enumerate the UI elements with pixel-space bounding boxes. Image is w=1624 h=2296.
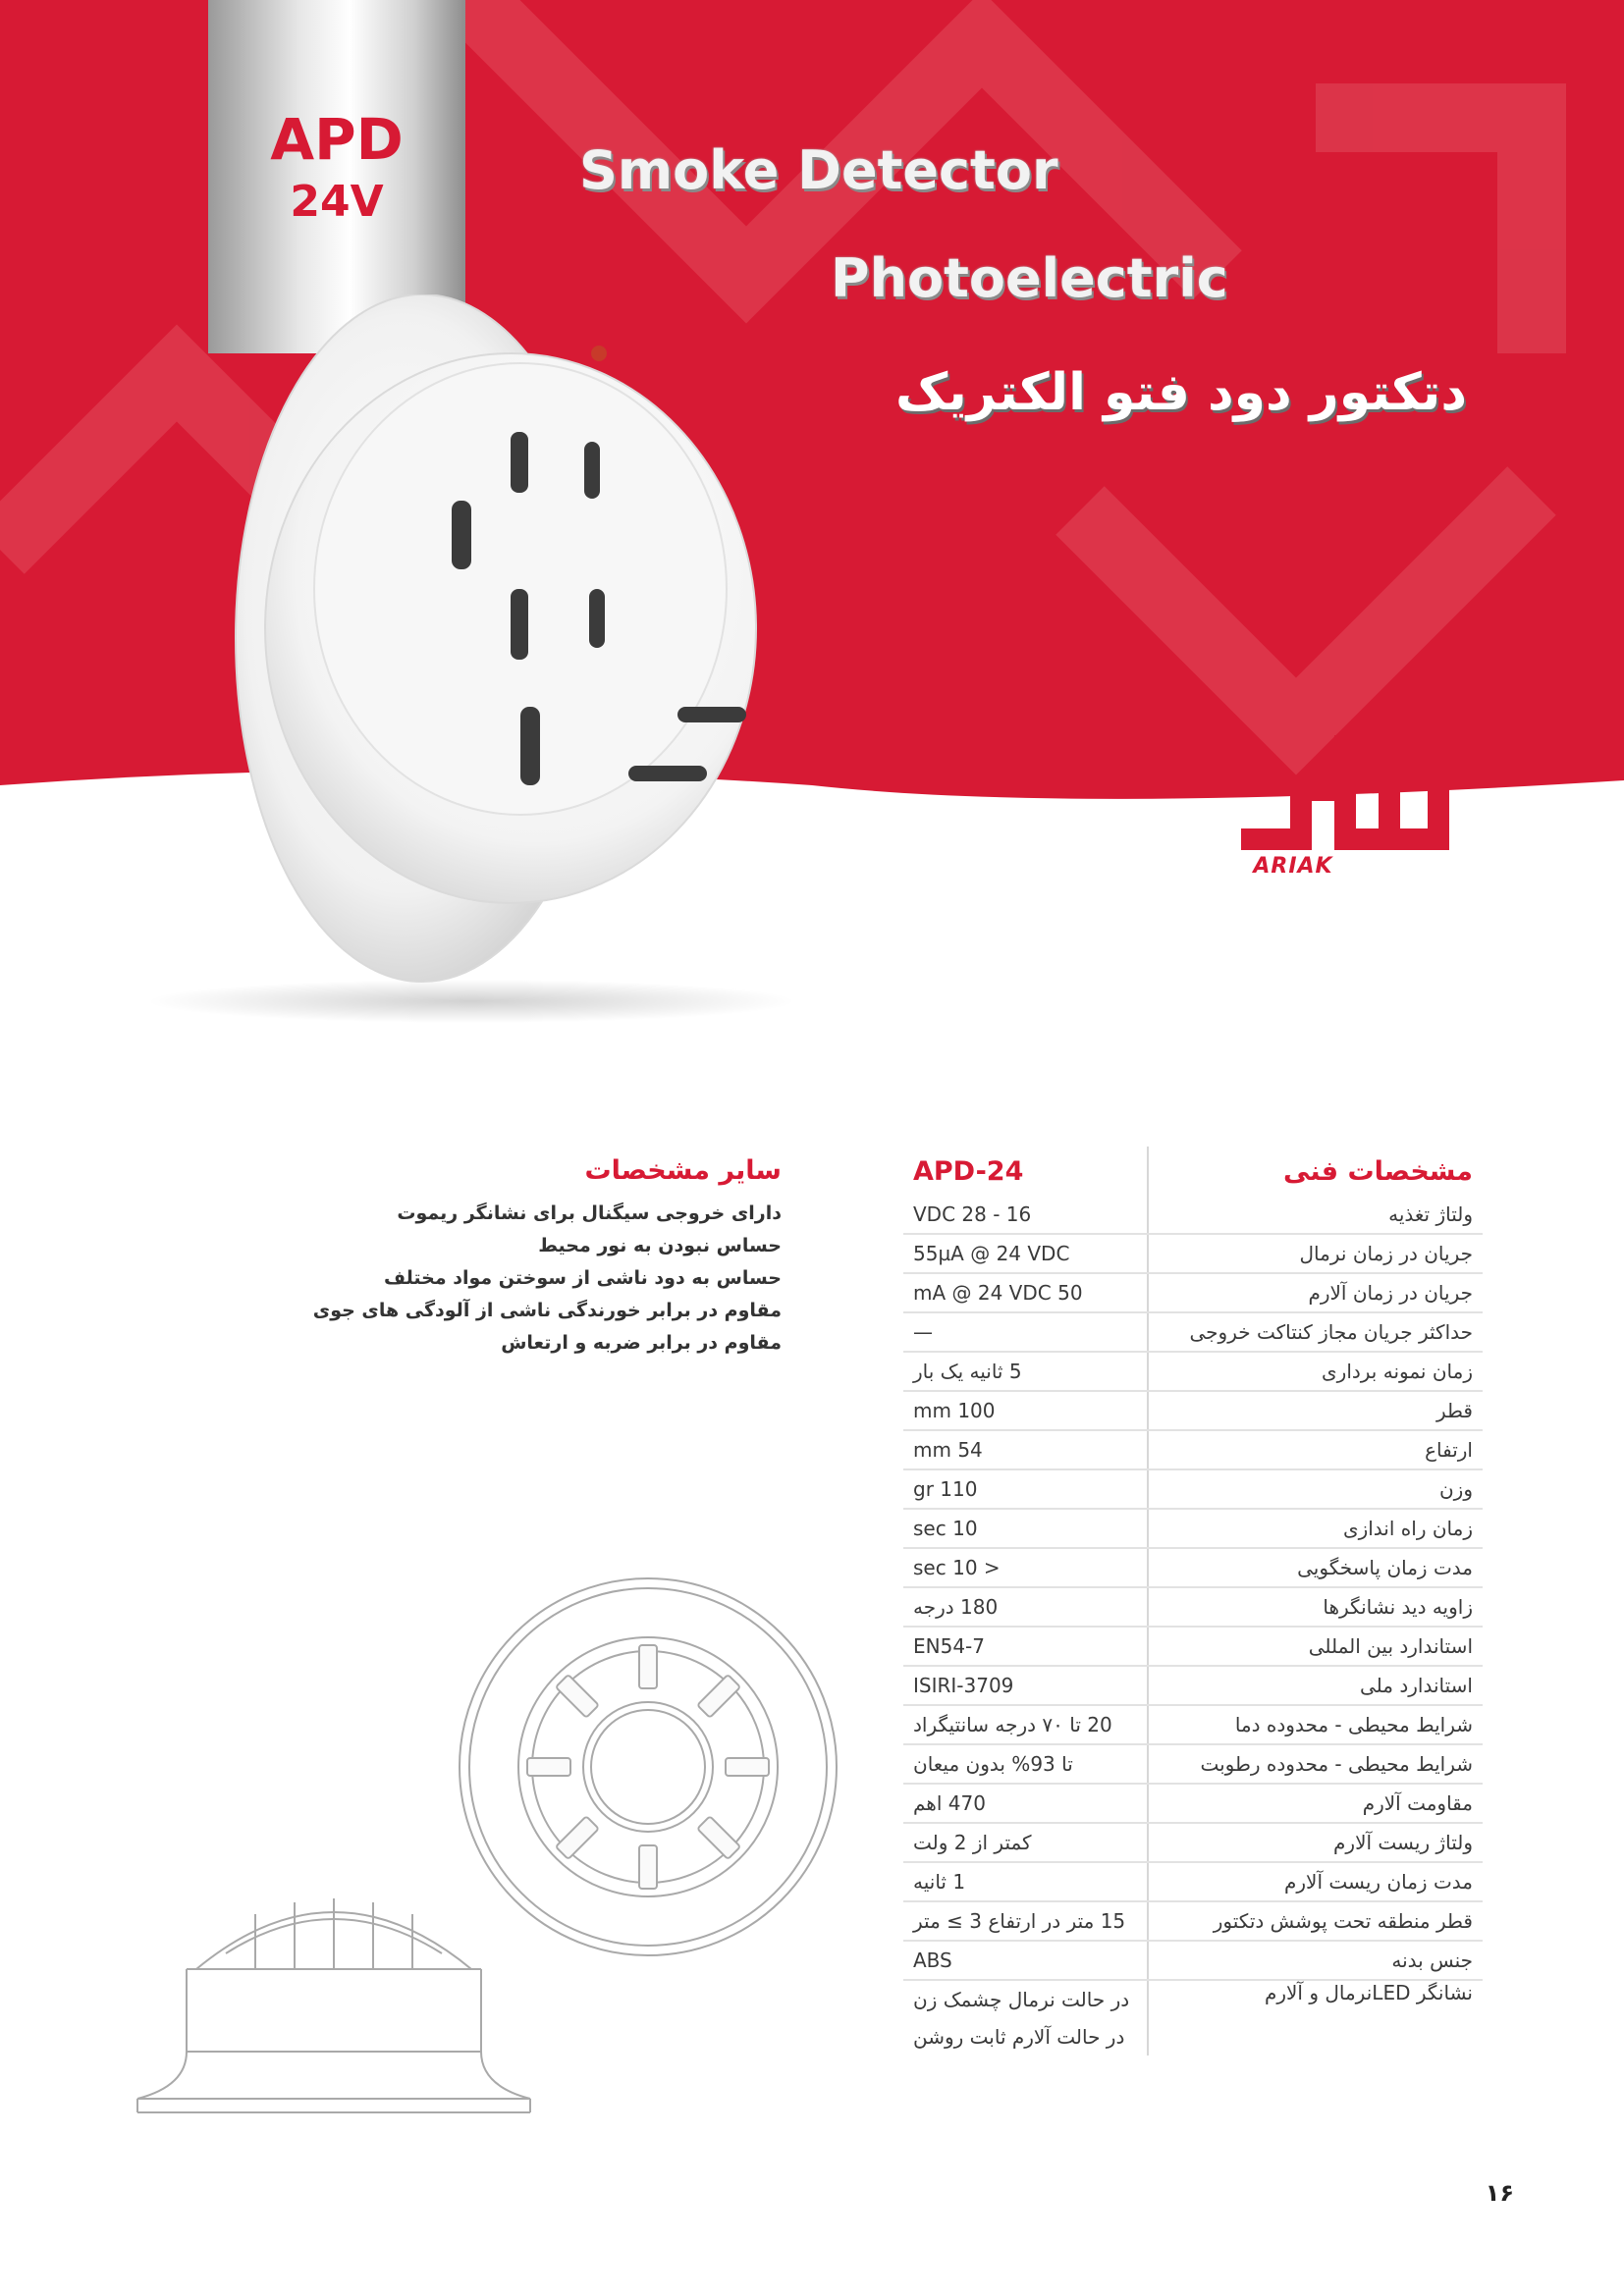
spec-label: وزن bbox=[1148, 1469, 1483, 1509]
table-row bbox=[903, 1196, 1483, 1234]
spec-value: 16 - 28 VDC bbox=[903, 1196, 1148, 1234]
spec-label: زمان راه اندازی bbox=[1148, 1509, 1483, 1548]
table-row bbox=[903, 1862, 1483, 1901]
page-number: ۱۶ bbox=[1485, 2179, 1514, 2207]
spec-value: — bbox=[903, 1312, 1148, 1352]
spec-label: جریان در زمان آلارم bbox=[1148, 1273, 1483, 1312]
spec-label: جریان در زمان نرمال bbox=[1148, 1234, 1483, 1273]
ariak-logo-icon bbox=[1227, 717, 1473, 864]
spec-label: ولتاژ تغذیه bbox=[1148, 1196, 1483, 1234]
specifications-table bbox=[903, 1147, 1483, 2056]
specs-model-header: APD-24 bbox=[903, 1147, 1148, 1196]
spec-label: حداکثر جریان مجاز کنتاکت خروجی bbox=[1148, 1312, 1483, 1352]
table-row bbox=[903, 1273, 1483, 1312]
table-row bbox=[903, 1980, 1483, 2056]
list-item: مقاوم در برابر ضربه و ارتعاش bbox=[501, 1332, 782, 1354]
title-english-line1: Smoke Detector bbox=[579, 139, 1058, 201]
spec-label: شرایط محیطی - محدوده دما bbox=[1148, 1705, 1483, 1744]
table-row bbox=[903, 1705, 1483, 1744]
specs-title: مشخصات فنی bbox=[1283, 1155, 1473, 1187]
table-row bbox=[903, 1941, 1483, 1980]
list-item: حساس نبودن به نور محیط bbox=[538, 1235, 782, 1256]
spec-value: 54 mm bbox=[903, 1430, 1148, 1469]
table-row bbox=[903, 1312, 1483, 1352]
spec-label: نشانگر LEDنرمال و آلارم bbox=[1264, 1981, 1473, 2004]
table-row bbox=[903, 1352, 1483, 1391]
spec-value: ISIRI-3709 bbox=[903, 1666, 1148, 1705]
spec-label: ولتاژ ریست آلارم bbox=[1148, 1823, 1483, 1862]
spec-value-line1: در حالت نرمال چشمک زن bbox=[913, 1988, 1130, 2011]
spec-value-line2: در حالت آلارم ثابت روشن bbox=[913, 2025, 1125, 2049]
spec-label: مقاومت آلارم bbox=[1148, 1784, 1483, 1823]
spec-value: 470 اهم bbox=[903, 1784, 1148, 1823]
detector-side-view-drawing-icon bbox=[128, 1885, 540, 2120]
spec-label: استاندارد بین المللی bbox=[1148, 1627, 1483, 1666]
list-item: حساس به دود ناشی از سوختن مواد مختلف bbox=[384, 1267, 782, 1289]
spec-value: 20 تا ۷۰ درجه سانتیگراد bbox=[903, 1705, 1148, 1744]
table-row bbox=[903, 1469, 1483, 1509]
smoke-detector-photo-icon bbox=[98, 294, 844, 1041]
other-specs-title: سایر مشخصات bbox=[584, 1155, 782, 1186]
table-row bbox=[903, 1548, 1483, 1587]
table-row bbox=[903, 1744, 1483, 1784]
model-voltage: 24V bbox=[290, 177, 384, 227]
spec-label: استاندارد ملی bbox=[1148, 1666, 1483, 1705]
logo-latin-text: ARIAK bbox=[1253, 854, 1333, 879]
table-row bbox=[903, 1430, 1483, 1469]
spec-value: 1 ثانیه bbox=[903, 1862, 1148, 1901]
spec-value: 50 mA @ 24 VDC bbox=[903, 1273, 1148, 1312]
spec-label: زاویه دید نشانگرها bbox=[1148, 1587, 1483, 1627]
title-persian: دتکتور دود فتو الکتریک bbox=[894, 363, 1467, 422]
table-row bbox=[903, 1627, 1483, 1666]
spec-value: 100 mm bbox=[903, 1391, 1148, 1430]
spec-value: 5 ثانیه یک بار bbox=[903, 1352, 1148, 1391]
table-row bbox=[903, 1901, 1483, 1941]
spec-label: ارتفاع bbox=[1148, 1430, 1483, 1469]
spec-value: < 10 sec bbox=[903, 1548, 1148, 1587]
spec-value: 10 sec bbox=[903, 1509, 1148, 1548]
spec-label: قطر منطقه تحت پوشش دتکتور bbox=[1148, 1901, 1483, 1941]
spec-value: 180 درجه bbox=[903, 1587, 1148, 1627]
spec-value: 110 gr bbox=[903, 1469, 1148, 1509]
spec-value: ABS bbox=[903, 1941, 1148, 1980]
spec-value: کمتر از 2 ولت bbox=[903, 1823, 1148, 1862]
spec-value: EN54-7 bbox=[903, 1627, 1148, 1666]
other-specs-list bbox=[313, 1198, 782, 1360]
model-name: APD bbox=[270, 106, 404, 173]
table-row bbox=[903, 1234, 1483, 1273]
title-english-line2: Photoelectric bbox=[831, 247, 1228, 309]
spec-label: زمان نمونه برداری bbox=[1148, 1352, 1483, 1391]
spec-value: تا 93% بدون میعان bbox=[903, 1744, 1148, 1784]
table-row bbox=[903, 1391, 1483, 1430]
table-header-row bbox=[903, 1147, 1483, 1196]
table-row bbox=[903, 1666, 1483, 1705]
table-row bbox=[903, 1587, 1483, 1627]
spec-label: شرایط محیطی - محدوده رطوبت bbox=[1148, 1744, 1483, 1784]
list-item: دارای خروجی سیگنال برای نشانگر ریموت bbox=[397, 1202, 782, 1224]
list-item: مقاوم در برابر خورندگی ناشی از آلودگی های جوی bbox=[312, 1300, 782, 1321]
spec-label: مدت زمان ریست آلارم bbox=[1148, 1862, 1483, 1901]
table-row bbox=[903, 1509, 1483, 1548]
spec-value: 55µA @ 24 VDC bbox=[903, 1234, 1148, 1273]
spec-value: 15 متر در ارتفاع 3 ≥ متر bbox=[903, 1901, 1148, 1941]
spec-value-multiline bbox=[903, 1980, 1148, 2056]
spec-label: جنس بدنه bbox=[1148, 1941, 1483, 1980]
table-row bbox=[903, 1823, 1483, 1862]
spec-label: قطر bbox=[1148, 1391, 1483, 1430]
spec-label: مدت زمان پاسخگویی bbox=[1148, 1548, 1483, 1587]
table-row bbox=[903, 1784, 1483, 1823]
